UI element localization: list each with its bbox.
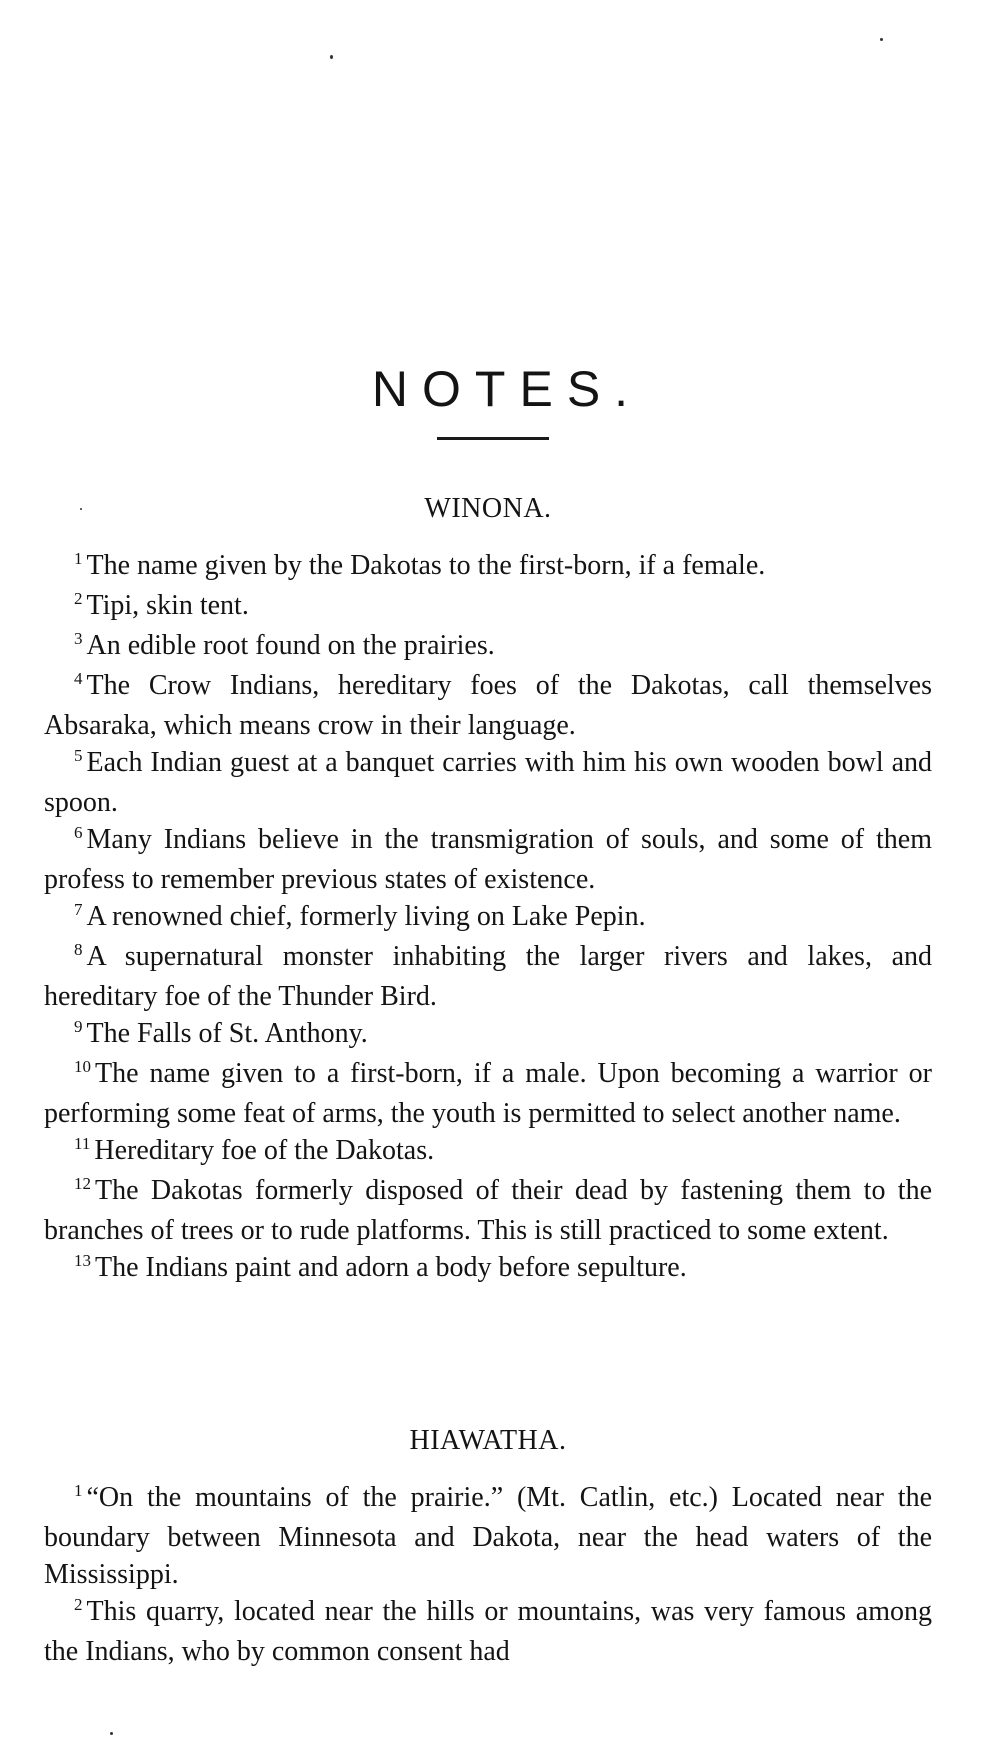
section-winona (44, 490, 932, 1289)
note-number: 12 (74, 1174, 91, 1193)
note-text: Each Indian guest at a banquet carries with him his own wooden bowl and spoon. (44, 747, 932, 818)
note-item (44, 1249, 932, 1289)
note-text: The Dakotas formerly disposed of their dead by fastening them to the branches of trees or to rude platforms. This is still practiced to some extent. (44, 1175, 932, 1246)
note-item (44, 627, 932, 667)
note-number: 1 (74, 1481, 83, 1500)
section-heading: WINONA. (424, 493, 552, 524)
note-number: 5 (74, 746, 83, 765)
note-number: 7 (74, 900, 83, 919)
note-item (44, 1132, 932, 1172)
note-text: The Falls of St. Anthony. (86, 1018, 368, 1049)
note-number: 13 (74, 1251, 91, 1270)
note-item (44, 1479, 932, 1593)
note-number: 4 (74, 669, 83, 688)
note-text: The Crow Indians, hereditary foes of the Dakotas, call themselves Absaraka, which means crow in their language. (44, 670, 932, 741)
note-text: The name given to a first-born, if a male. Upon becoming a warrior or performing some feat of arms, the youth is permitted to select another name. (44, 1058, 932, 1129)
note-number: 9 (74, 1017, 83, 1036)
note-item (44, 744, 932, 821)
note-number: 2 (74, 589, 83, 608)
note-text: The Indians paint and adorn a body before sepulture. (95, 1252, 687, 1283)
note-number: 3 (74, 629, 83, 648)
note-item (44, 547, 932, 587)
scan-speck (80, 508, 82, 510)
note-text: The name given by the Dakotas to the first-born, if a female. (86, 550, 766, 581)
scan-speck (880, 38, 883, 41)
note-number: 10 (74, 1057, 91, 1076)
note-text: Tipi, skin tent. (86, 590, 249, 621)
note-text: This quarry, located near the hills or mountains, was very famous among the Indians, who by common consent had (44, 1596, 932, 1667)
note-text: Hereditary foe of the Dakotas. (94, 1135, 435, 1166)
note-item (44, 898, 932, 938)
note-item (44, 667, 932, 744)
section-hiawatha (44, 1422, 932, 1670)
note-item (44, 1593, 932, 1670)
scan-speck (110, 1732, 113, 1735)
note-item (44, 1015, 932, 1055)
note-number: 6 (74, 823, 83, 842)
page-title: NOTES. (371, 361, 643, 417)
section-heading: HIAWATHA. (409, 1425, 567, 1456)
note-number: 2 (74, 1595, 83, 1614)
note-item (44, 587, 932, 627)
note-number: 8 (74, 940, 83, 959)
note-number: 1 (74, 549, 83, 568)
note-text: An edible root found on the prairies. (86, 630, 495, 661)
note-text: “On the mountains of the prairie.” (Mt. Catlin, etc.) Located near the boundary between Minnesota and Dakota, near the head waters of the Mississippi. (44, 1482, 932, 1590)
note-item (44, 1172, 932, 1249)
note-item (44, 1055, 932, 1132)
scan-speck (330, 55, 333, 59)
note-text: Many Indians believe in the transmigration of souls, and some of them profess to remember previous states of existence. (44, 824, 932, 895)
title-rule-divider (437, 437, 549, 440)
note-item (44, 821, 932, 898)
note-text: A supernatural monster inhabiting the larger rivers and lakes, and hereditary foe of the Thunder Bird. (44, 941, 932, 1012)
note-text: A renowned chief, formerly living on Lake Pepin. (86, 901, 646, 932)
note-number: 11 (74, 1134, 91, 1153)
note-item (44, 938, 932, 1015)
